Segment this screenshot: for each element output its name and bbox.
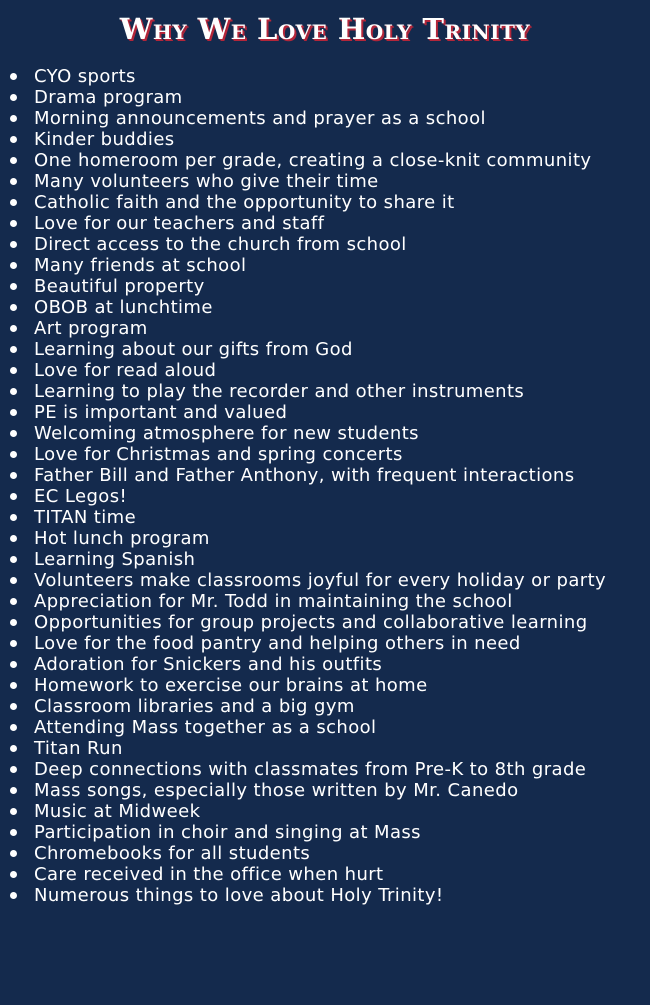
- bullet-icon: [10, 136, 17, 143]
- bullet-icon: [10, 808, 17, 815]
- bullet-icon: [10, 220, 17, 227]
- bullet-icon: [10, 283, 17, 290]
- list-item: [0, 759, 650, 780]
- list-item: [0, 570, 650, 591]
- list-item: [0, 633, 650, 654]
- bullet-icon: [10, 493, 17, 500]
- list-item-text: Music at Midweek: [34, 801, 201, 822]
- list-item-text: Catholic faith and the opportunity to share it: [34, 192, 455, 213]
- list-item-text: Learning Spanish: [34, 549, 196, 570]
- list-item-text: Morning announcements and prayer as a school: [34, 108, 486, 129]
- list-item: [0, 297, 650, 318]
- list-item: [0, 843, 650, 864]
- list-item: [0, 591, 650, 612]
- list-item: [0, 360, 650, 381]
- list-item: [0, 612, 650, 633]
- bullet-icon: [10, 304, 17, 311]
- list-item-text: Art program: [34, 318, 148, 339]
- bullet-icon: [10, 325, 17, 332]
- list-item-text: Learning about our gifts from God: [34, 339, 353, 360]
- list-item: [0, 381, 650, 402]
- list-item: [0, 318, 650, 339]
- bullet-icon: [10, 388, 17, 395]
- list-item: [0, 444, 650, 465]
- list-item-text: TITAN time: [34, 507, 137, 528]
- list-item: [0, 402, 650, 423]
- list-item: [0, 717, 650, 738]
- list-item: [0, 129, 650, 150]
- list-item: [0, 234, 650, 255]
- list-item: [0, 696, 650, 717]
- list-item-text: Homework to exercise our brains at home: [34, 675, 428, 696]
- bullet-icon: [10, 73, 17, 80]
- list-item-text: Direct access to the church from school: [34, 234, 407, 255]
- list-item-text: Love for our teachers and staff: [34, 213, 325, 234]
- list-item: [0, 801, 650, 822]
- list-item: [0, 486, 650, 507]
- bullet-icon: [10, 199, 17, 206]
- list-item-text: Mass songs, especially those written by Mr. Canedo: [34, 780, 519, 801]
- list-item-text: Many volunteers who give their time: [34, 171, 379, 192]
- bullet-icon: [10, 556, 17, 563]
- bullet-icon: [10, 577, 17, 584]
- list-item-text: Love for read aloud: [34, 360, 217, 381]
- list-item-text: Kinder buddies: [34, 129, 175, 150]
- bullet-icon: [10, 661, 17, 668]
- list-item: [0, 423, 650, 444]
- list-item-text: Numerous things to love about Holy Trinity!: [34, 885, 444, 906]
- list-item: [0, 150, 650, 171]
- bullet-icon: [10, 115, 17, 122]
- bullet-icon: [10, 451, 17, 458]
- list-item-text: Deep connections with classmates from Pre-K to 8th grade: [34, 759, 587, 780]
- list-item-text: Opportunities for group projects and collaborative learning: [34, 612, 588, 633]
- list-item: [0, 66, 650, 87]
- list-item: [0, 864, 650, 885]
- list-item: [0, 465, 650, 486]
- list-item: [0, 675, 650, 696]
- bullet-icon: [10, 787, 17, 794]
- list-item: [0, 822, 650, 843]
- list-item: [0, 108, 650, 129]
- page-title: Why We Love Holy Trinity: [119, 12, 531, 46]
- list-item-text: PE is important and valued: [34, 402, 288, 423]
- list-item-text: Care received in the office when hurt: [34, 864, 384, 885]
- list-item-text: Adoration for Snickers and his outfits: [34, 654, 383, 675]
- list-item-text: Participation in choir and singing at Mass: [34, 822, 421, 843]
- list-item-text: Titan Run: [34, 738, 123, 759]
- list-item: [0, 549, 650, 570]
- bullet-icon: [10, 409, 17, 416]
- bullet-icon: [10, 94, 17, 101]
- bullet-icon: [10, 241, 17, 248]
- list-item-text: Many friends at school: [34, 255, 247, 276]
- bullet-icon: [10, 178, 17, 185]
- list-item: [0, 255, 650, 276]
- list-item-text: Love for the food pantry and helping others in need: [34, 633, 521, 654]
- bullet-icon: [10, 157, 17, 164]
- bullet-icon: [10, 829, 17, 836]
- list-item-text: Classroom libraries and a big gym: [34, 696, 355, 717]
- list-item: [0, 507, 650, 528]
- bullet-icon: [10, 367, 17, 374]
- list-item: [0, 654, 650, 675]
- list-item: [0, 171, 650, 192]
- bullet-icon: [10, 745, 17, 752]
- list-item: [0, 885, 650, 906]
- list-item-text: CYO sports: [34, 66, 136, 87]
- bullet-icon: [10, 346, 17, 353]
- list-item-text: Welcoming atmosphere for new students: [34, 423, 419, 444]
- list-item-text: OBOB at lunchtime: [34, 297, 213, 318]
- bullet-icon: [10, 619, 17, 626]
- list-item-text: Drama program: [34, 87, 183, 108]
- list-item: [0, 213, 650, 234]
- list-item: [0, 780, 650, 801]
- bullet-icon: [10, 262, 17, 269]
- list-item-text: One homeroom per grade, creating a close-knit community: [34, 150, 592, 171]
- bullet-icon: [10, 430, 17, 437]
- list-item-text: Beautiful property: [34, 276, 205, 297]
- list-item: [0, 276, 650, 297]
- bullet-icon: [10, 724, 17, 731]
- bullet-icon: [10, 766, 17, 773]
- list-item-text: Volunteers make classrooms joyful for every holiday or party: [34, 570, 607, 591]
- list-item: [0, 192, 650, 213]
- list-item: [0, 87, 650, 108]
- list-item-text: Love for Christmas and spring concerts: [34, 444, 403, 465]
- bullet-icon: [10, 850, 17, 857]
- bullet-icon: [10, 598, 17, 605]
- list-item-text: Attending Mass together as a school: [34, 717, 377, 738]
- bullet-icon: [10, 514, 17, 521]
- bullet-icon: [10, 871, 17, 878]
- bullet-icon: [10, 703, 17, 710]
- list-item: [0, 738, 650, 759]
- list-item: [0, 528, 650, 549]
- list-item-text: EC Legos!: [34, 486, 128, 507]
- reasons-list: [0, 66, 650, 906]
- list-item-text: Chromebooks for all students: [34, 843, 311, 864]
- list-item-text: Learning to play the recorder and other instruments: [34, 381, 525, 402]
- bullet-icon: [10, 472, 17, 479]
- list-item-text: Father Bill and Father Anthony, with frequent interactions: [34, 465, 575, 486]
- bullet-icon: [10, 682, 17, 689]
- bullet-icon: [10, 892, 17, 899]
- list-item-text: Hot lunch program: [34, 528, 210, 549]
- list-item-text: Appreciation for Mr. Todd in maintaining the school: [34, 591, 513, 612]
- bullet-icon: [10, 535, 17, 542]
- bullet-icon: [10, 640, 17, 647]
- list-item: [0, 339, 650, 360]
